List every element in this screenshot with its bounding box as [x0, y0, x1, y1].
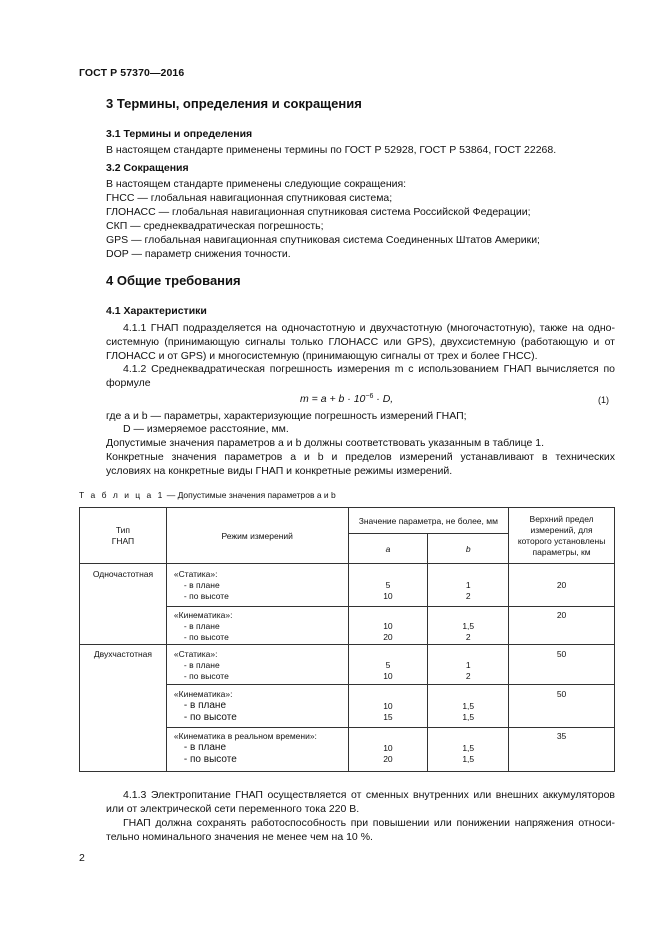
section-3-2-intro: В настоящем стандарте применены следующие сокращения: — [106, 178, 407, 190]
mode-cell: «Кинематика»: - в плане - по высоте — [166, 685, 348, 728]
section-3-2-title: 3.2 Сокращения — [106, 162, 189, 174]
header-b: b — [428, 534, 509, 564]
after-text-line: Конкретные значения параметров a и b и пределов измерений устанавливают в технических — [106, 451, 615, 463]
b-cell: 1,5 1,5 — [428, 728, 509, 772]
document-header: ГОСТ Р 57370—2016 — [79, 67, 185, 79]
paragraph-4-1-2-line: 4.1.2 Среднеквадратическая погрешность измерения m с использованием ГНАП вычисляется по — [123, 363, 615, 375]
limit-cell: 50 — [509, 645, 615, 685]
header-type: Тип ГНАП — [80, 508, 167, 564]
header-a: a — [348, 534, 428, 564]
table-row — [80, 564, 615, 607]
abbreviation-item: DOP — параметр снижения точности. — [106, 248, 291, 260]
paragraph-4-1-1-line: 4.1.1 ГНАП подразделяется на одночастотную и двухчастотную (многочастотную), также на одно- — [123, 322, 615, 334]
mode-cell: «Статика»: - в плане - по высоте — [166, 645, 348, 685]
mode-cell: «Кинематика»: - в плане - по высоте — [166, 607, 348, 645]
limit-cell: 20 — [509, 607, 615, 645]
header-value: Значение параметра, не более, мм — [348, 508, 509, 534]
b-cell: 1,5 1,5 — [428, 685, 509, 728]
paragraph-4-1-3-line: тельно номинального значения не менее чем на 10 %. — [106, 831, 373, 843]
limit-cell: 20 — [509, 564, 615, 607]
abbreviation-item: ГНСС — глобальная навигационная спутниковая система; — [106, 192, 393, 204]
paragraph-4-1-1-line: ГЛОНАСС и от GPS) и многосистемную (принимающую сигналы от трех и более ГНСС). — [106, 350, 538, 362]
where-line: где a и b — параметры, характеризующие погрешность измерений ГНАП; — [106, 410, 467, 422]
table-row — [80, 645, 615, 685]
table-1 — [79, 507, 615, 772]
paragraph-4-1-3-line: ГНАП должна сохранять работоспособность при повышении или понижении напряжения относи- — [123, 817, 615, 829]
section-3-1-title: 3.1 Термины и определения — [106, 128, 253, 140]
limit-cell: 35 — [509, 728, 615, 772]
a-cell: 5 10 — [348, 564, 428, 607]
after-text-line: Допустимые значения параметров a и b должны соответствовать указанным в таблице 1. — [106, 437, 545, 449]
type-cell: Двухчастотная — [80, 645, 167, 772]
page-number: 2 — [79, 852, 85, 864]
abbreviation-item: СКП — среднеквадратическая погрешность; — [106, 220, 324, 232]
paragraph-4-1-3-line: или от электрической сети переменного тока 220 В. — [106, 803, 360, 815]
a-cell: 10 20 — [348, 607, 428, 645]
section-3-1-text: В настоящем стандарте применены термины по ГОСТ Р 52928, ГОСТ Р 53864, ГОСТ 22268. — [106, 144, 557, 156]
section-3-title: 3 Термины, определения и сокращения — [106, 96, 362, 111]
b-cell: 1,5 2 — [428, 607, 509, 645]
abbreviation-item: GPS — глобальная навигационная спутниковая система Соединенных Штатов Америки; — [106, 234, 540, 246]
section-4-title: 4 Общие требования — [106, 273, 241, 288]
mode-cell: «Статика»: - в плане - по высоте — [166, 564, 348, 607]
header-limit: Верхний предел измерений, для которого установлены параметры, км — [509, 508, 615, 564]
b-cell: 1 2 — [428, 645, 509, 685]
a-cell: 10 15 — [348, 685, 428, 728]
section-4-1-title: 4.1 Характеристики — [106, 305, 207, 317]
mode-cell: «Кинематика в реальном времени»: - в плане - по высоте — [166, 728, 348, 772]
abbreviation-item: ГЛОНАСС — глобальная навигационная спутниковая система Российской Федерации; — [106, 206, 531, 218]
limit-cell: 50 — [509, 685, 615, 728]
paragraph-4-1-3-line: 4.1.3 Электропитание ГНАП осуществляется от сменных внутренних или внешних аккумуляторов — [123, 789, 615, 801]
a-cell: 10 20 — [348, 728, 428, 772]
header-mode: Режим измерений — [166, 508, 348, 564]
table-caption: Т а б л и ц а 1 — Допустимые значения параметров a и b — [79, 490, 336, 500]
type-cell: Одночастотная — [80, 564, 167, 645]
paragraph-4-1-2-line: формуле — [106, 377, 151, 389]
b-cell: 1 2 — [428, 564, 509, 607]
formula-number: (1) — [598, 395, 609, 405]
a-cell: 5 10 — [348, 645, 428, 685]
formula-1: $m = a + b \cdot 10^{-6} \cdot D$, — [300, 393, 394, 405]
where-line: D — измеряемое расстояние, мм. — [123, 423, 289, 435]
after-text-line: условиях на конкретные виды ГНАП и конкретные режимы измерений. — [106, 465, 453, 477]
paragraph-4-1-1-line: системную (принимающую сигналы только ГЛОНАСС или GPS), двухсистемную (работающую и от — [106, 336, 615, 348]
